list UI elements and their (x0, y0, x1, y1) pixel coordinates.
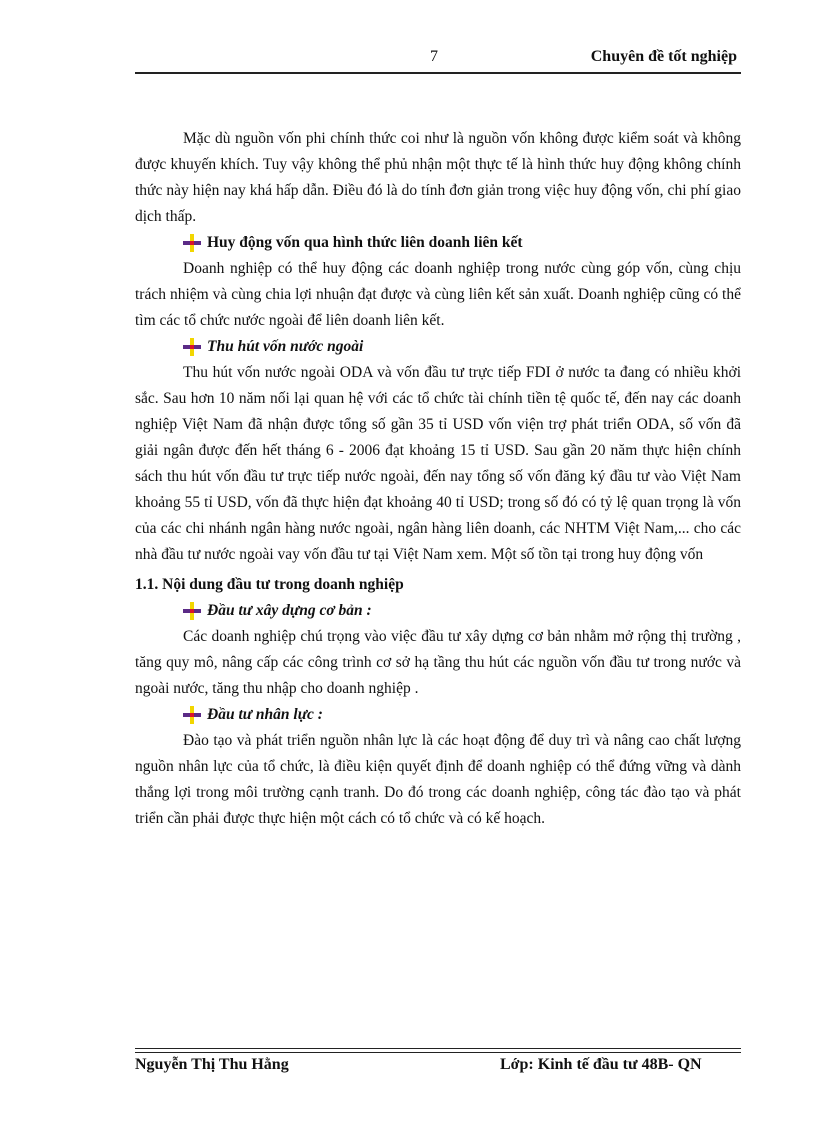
document-body (135, 126, 741, 832)
bullet-heading-human-resources (135, 702, 741, 728)
page-header (135, 48, 741, 72)
footer-author: Nguyễn Thị Thu Hằng (135, 1056, 289, 1073)
page-number: 7 (430, 48, 438, 65)
paragraph-human-resources: Đào tạo và phát triển nguồn nhân lực là các hoạt động để duy trì và nâng cao chất lượng nguồn nhân lực của tổ chức, là điều kiện quyết định để doanh nghiệp có thể đứng vững và dành thắng lợi trong môi trường cạnh tranh. Do đó trong các doanh nghiệp, công tác đào tạo và phát triển cần phải được thực hiện một cách có tổ chức và có kế hoạch. (135, 732, 741, 827)
bullet-icon (183, 338, 201, 356)
bullet-heading-text: Đầu tư xây dựng cơ bản : (207, 602, 372, 619)
paragraph-foreign-capital: Thu hút vốn nước ngoài ODA và vốn đầu tư trực tiếp FDI ở nước ta đang có nhiều khởi sắc. Sau hơn 10 năm nối lại quan hệ với các tổ chức tài chính tiền tệ quốc tế, đến nay các doanh nghiệp Việt Nam đã nhận được tổng số gần 35 tỉ USD vốn viện trợ phát triển ODA, số vốn đã giải ngân được đến hết tháng 6 - 2006 đạt khoảng 15 tỉ USD. Sau gần 20 năm thực hiện chính sách thu hút vốn đầu tư trực tiếp nước ngoài, đến nay tổng số vốn đăng ký đầu tư vào Việt Nam khoảng 55 tỉ USD, vốn đã thực hiện đạt khoảng 40 tỉ USD; trong số đó có tỷ lệ quan trọng là vốn của các chi nhánh ngân hàng nước ngoài, ngân hàng liên doanh, các NHTM Việt Nam,... cho các nhà đầu tư nước ngoài vay vốn đầu tư tại Việt Nam xem. Một số tồn tại trong huy động vốn (135, 364, 741, 563)
bullet-icon (183, 234, 201, 252)
bullet-heading-construction (135, 598, 741, 624)
paragraph-construction: Các doanh nghiệp chú trọng vào việc đầu tư xây dựng cơ bản nhằm mở rộng thị trường , tăng quy mô, nâng cấp các công trình cơ sở hạ tầng thu hút các nguồn vốn đầu tư trong nước và ngoài nước, tăng thu nhập cho doanh nghiệp . (135, 628, 741, 697)
bullet-heading-joint-venture (135, 230, 741, 256)
bullet-icon (183, 706, 201, 724)
paragraph-informal-capital: Mặc dù nguồn vốn phi chính thức coi như là nguồn vốn không được kiểm soát và không được khuyến khích. Tuy vậy không thể phủ nhận một thực tế là hình thức huy động không chính thức này hiện nay khá hấp dẫn. Điều đó là do tính đơn giản trong việc huy động vốn, chi phí giao dịch thấp. (135, 130, 741, 225)
header-rule (135, 72, 741, 74)
bullet-heading-text: Thu hút vốn nước ngoài (207, 338, 364, 355)
header-title: Chuyên đề tốt nghiệp (590, 48, 737, 65)
bullet-heading-text: Huy động vốn qua hình thức liên doanh liên kết (207, 234, 523, 251)
section-heading: 1.1. Nội dung đầu tư trong doanh nghiệp (135, 576, 404, 593)
bullet-heading-foreign-capital (135, 334, 741, 360)
footer-rule (135, 1048, 741, 1053)
footer-class: Lớp: Kinh tế đầu tư 48B- QN (500, 1056, 702, 1073)
paragraph-joint-venture: Doanh nghiệp có thể huy động các doanh nghiệp trong nước cùng góp vốn, cùng chịu trách nhiệm và cùng chia lợi nhuận đạt được và cùng liên kết sản xuất. Doanh nghiệp cũng có thể tìm các tổ chức nước ngoài để liên doanh liên kết. (135, 260, 741, 329)
bullet-icon (183, 602, 201, 620)
bullet-heading-text: Đầu tư nhân lực : (207, 706, 323, 723)
